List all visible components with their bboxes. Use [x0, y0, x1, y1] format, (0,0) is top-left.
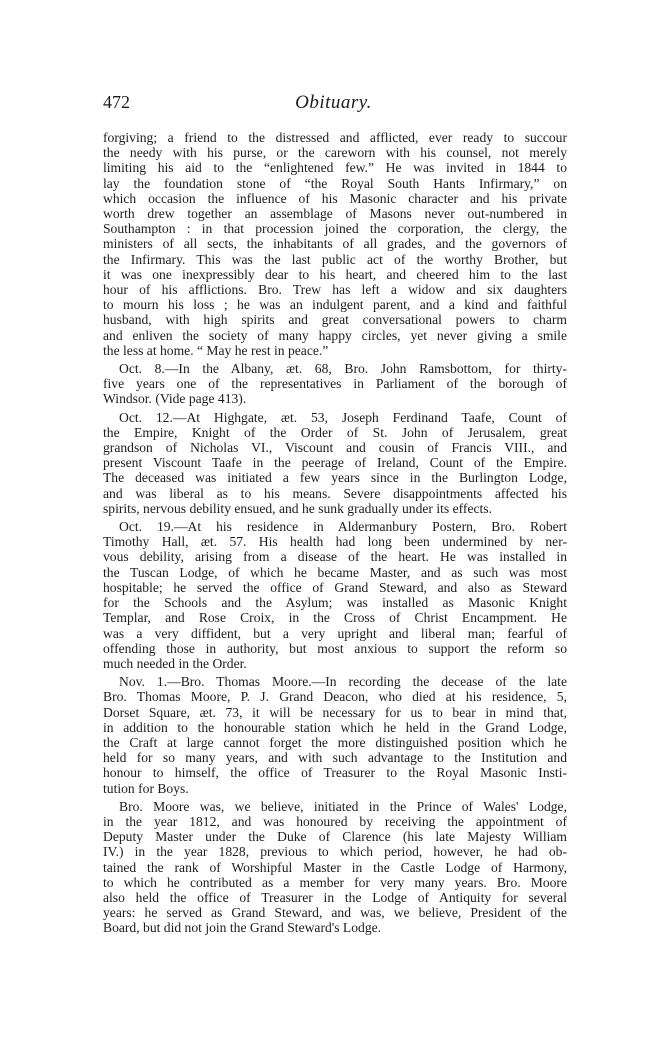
text-line: for the Schools and the Asylum; was installed as Masonic Knight: [103, 595, 567, 611]
text-line: IV.) in the year 1828, previous to which period, however, he had ob-: [103, 844, 567, 860]
text-line: forgiving; a friend to the distressed and afflicted, ever ready to succour: [103, 130, 567, 145]
text-line: years: he served as Grand Steward, and was, we believe, President of the: [103, 905, 567, 921]
paragraph: [103, 130, 567, 358]
text-line: it was one inexpressibly dear to his heart, and cheered him to the last: [103, 266, 567, 282]
text-line: was a very diffident, but a very upright and liberal man; fearful of: [103, 625, 567, 641]
text-line: much needed in the Order.: [103, 655, 247, 671]
text-line: tained the rank of Worshipful Master in the Castle Lodge of Harmony,: [103, 859, 567, 875]
text-line: vous debility, arising from a disease of the heart. He was installed in: [103, 549, 567, 565]
text-line: Oct. 19.—At his residence in Aldermanbury Postern, Bro. Robert: [119, 519, 567, 535]
text-line: the less at home. “ May he rest in peace.”: [103, 342, 329, 358]
text-line: hospitable; he served the office of Grand Steward, and also as Steward: [103, 579, 567, 595]
text-line: the Infirmary. This was the last public act of the worthy Brother, but: [103, 251, 567, 267]
text-line: grandson of Nicholas VI., Viscount and cousin of Francis VIII., and: [103, 440, 567, 456]
running-title: Obituary.: [295, 92, 372, 113]
text-line: present Viscount Taafe in the peerage of Ireland, Count of the Empire.: [103, 455, 567, 471]
text-line: and enliven the society of many happy circles, yet never giving a smile: [103, 327, 567, 343]
text-line: five years one of the representatives in Parliament of the borough of: [103, 376, 567, 392]
text-line: hour of his afflictions. Bro. Trew has left a widow and six daughters: [103, 282, 567, 298]
text-line: to which he contributed as a member for very many years. Bro. Moore: [103, 874, 567, 890]
paragraph: [103, 519, 567, 671]
text-line: which occasion the influence of his Masonic character and his private: [103, 190, 567, 206]
text-line: limiting his aid to the “enlightened few.” He was invited in 1844 to: [103, 160, 567, 176]
text-line: tution for Boys.: [103, 780, 189, 796]
text-line: also held the office of Treasurer in the Lodge of Antiquity for several: [103, 889, 567, 905]
text-line: Deputy Master under the Duke of Clarence (his late Majesty William: [103, 829, 567, 845]
text-line: Timothy Hall, æt. 57. His health had long been undermined by ner-: [103, 534, 567, 550]
page-header: [101, 92, 566, 122]
text-line: to mourn his loss ; he was an indulgent parent, and a kind and faithful: [103, 297, 567, 313]
text-line: in the year 1812, and was honoured by receiving the appointment of: [103, 813, 567, 829]
text-line: Board, but did not join the Grand Steward's Lodge.: [103, 920, 382, 936]
text-line: the Tuscan Lodge, of which he became Master, and as such was most: [103, 564, 567, 580]
text-line: honour to himself, the office of Treasurer to the Royal Masonic Insti-: [103, 765, 567, 781]
text-line: and was liberal as to his means. Severe disappointments affected his: [103, 485, 567, 501]
text-line: ministers of all sects, the inhabitants of all grades, and the governors of: [103, 236, 567, 252]
text-line: Nov. 1.—Bro. Thomas Moore.—In recording the decease of the late: [119, 674, 567, 690]
text-line: lay the foundation stone of “the Royal South Hants Infirmary,” on: [103, 175, 567, 191]
text-line: worth drew together an assemblage of Masons never out-numbered in: [103, 206, 567, 222]
text-line: the needy with his purse, or the careworn with his counsel, not merely: [103, 145, 567, 161]
paragraph: [103, 361, 567, 407]
paragraph: [103, 410, 567, 516]
text-line: husband, with high spirits and great conversational powers to charm: [103, 312, 567, 328]
paragraph: [103, 674, 567, 796]
text-line: offending those in authority, but most anxious to support the reform so: [103, 640, 567, 656]
text-line: the Craft at large cannot forget the more distinguished position which he: [103, 734, 567, 750]
page-number: 472: [103, 92, 130, 112]
text-line: Oct. 12.—At Highgate, æt. 53, Joseph Ferdinand Taafe, Count of: [119, 409, 567, 425]
text-line: spirits, nervous debility ensued, and he sunk gradually under its effects.: [103, 500, 492, 516]
text-line: in addition to the honourable station which he held in the Grand Lodge,: [103, 719, 567, 735]
text-line: Bro. Moore was, we believe, initiated in the Prince of Wales' Lodge,: [119, 798, 567, 814]
text-line: held for so many years, and with such advantage to the Institution and: [103, 750, 567, 766]
text-line: the Empire, Knight of the Order of St. John of Jerusalem, great: [103, 424, 567, 440]
text-line: Dorset Square, æt. 73, it will be necessary for us to bear in mind that,: [103, 704, 567, 720]
page-body: [103, 130, 567, 939]
paragraph: [103, 799, 567, 936]
text-line: Bro. Thomas Moore, P. J. Grand Deacon, who died at his residence, 5,: [103, 689, 567, 705]
text-line: Oct. 8.—In the Albany, æt. 68, Bro. John Ramsbottom, for thirty-: [119, 361, 567, 377]
text-line: Southampton : in that procession joined the corporation, the clergy, the: [103, 221, 567, 237]
text-line: The deceased was initiated a few years since in the Burlington Lodge,: [103, 470, 567, 486]
text-line: Windsor. (Vide page 413).: [103, 391, 247, 407]
text-line: Templar, and Rose Croix, in the Cross of Christ Encampment. He: [103, 610, 567, 626]
